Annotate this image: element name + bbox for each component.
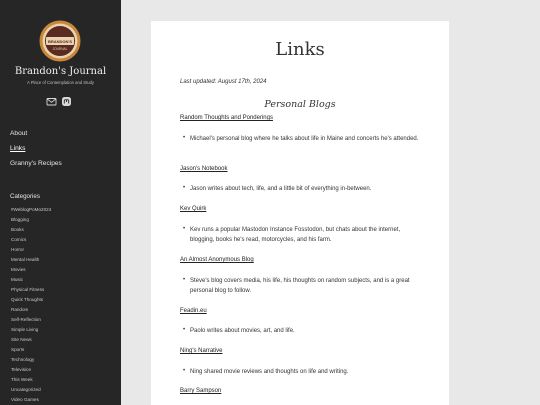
blog-link[interactable]: An Almost Anonymous Blog (180, 257, 254, 263)
category-item[interactable]: Technology (11, 357, 35, 362)
category-item[interactable]: Random (11, 307, 29, 312)
blog-link[interactable]: Jason's Notebook (180, 166, 228, 172)
blog-description: Michael's personal blog where he talks about life in Maine and concerts he's attended. (190, 136, 419, 142)
category-item[interactable]: Self-Reflection (11, 317, 41, 322)
last-updated: Last updated: August 17th, 2024 (180, 79, 267, 85)
site-logo[interactable] (39, 20, 81, 62)
blog-description: Ning shared movie reviews and thoughts on life and writing. (190, 369, 349, 375)
bullet: • (183, 277, 186, 283)
category-item[interactable]: #WeblogPoMo2024 (11, 207, 52, 212)
categories-heading: Categories (10, 193, 40, 200)
category-item[interactable]: Uncategorized (11, 387, 41, 392)
bullet: • (183, 327, 186, 333)
svg-text:BRANDON'S: BRANDON'S (47, 39, 73, 44)
category-item[interactable]: Television (11, 367, 32, 372)
category-item[interactable]: Sports (11, 347, 25, 352)
category-item[interactable]: Blogging (11, 217, 29, 222)
mastodon-icon[interactable] (61, 96, 72, 107)
nav-about[interactable]: About (10, 130, 28, 137)
category-item[interactable]: This Week (11, 377, 33, 382)
category-item[interactable]: Quick Thoughts (11, 297, 44, 302)
blog-description: Steve's blog covers media, his life, his thoughts on random subjects, and is a great personal blog to follow. (190, 278, 410, 294)
site-title[interactable]: Brandon's Journal (14, 66, 107, 77)
site-tagline: A Place of Contemplation and Study (26, 80, 95, 85)
category-item[interactable]: Simple Living (11, 327, 39, 332)
bullet: • (183, 368, 186, 374)
blog-description: Paolo writes about movies, art, and life. (190, 328, 295, 334)
svg-text:JOURNAL: JOURNAL (52, 47, 68, 51)
category-item[interactable]: Physical Fitness (11, 287, 45, 292)
blog-description: Kev runs a popular Mastodon Instance Fosstodon, but chats about the internet, blogging, books he's read, motorcycles, and his farm. (190, 227, 401, 243)
sidebar (0, 0, 121, 405)
category-item[interactable]: Comics (11, 237, 27, 242)
category-item[interactable]: Site News (11, 337, 32, 342)
blog-link[interactable]: Feadin.eu (180, 308, 207, 314)
category-item[interactable]: Mental Health (11, 257, 40, 262)
blog-link[interactable]: Ning's Narrative (180, 348, 223, 354)
category-item[interactable]: Horror (11, 247, 25, 252)
bullet: • (183, 185, 186, 191)
blog-link[interactable]: Barry Sampson (180, 388, 222, 394)
category-item[interactable]: Books (11, 227, 24, 232)
category-item[interactable]: Video Games (11, 397, 39, 402)
blog-link[interactable]: Random Thoughts and Ponderings (180, 115, 273, 121)
blog-description: Jason writes about tech, life, and a little bit of everything in-between. (190, 186, 372, 192)
section-heading: Personal Blogs (264, 99, 336, 110)
mail-icon[interactable] (46, 96, 57, 107)
nav-links[interactable]: Links (10, 145, 26, 152)
category-item[interactable]: Movies (11, 267, 26, 272)
bullet: • (183, 135, 186, 141)
blog-link[interactable]: Kev Quirk (180, 206, 207, 212)
page-title: Links (275, 39, 325, 60)
category-item[interactable]: Music (11, 277, 23, 282)
bullet: • (183, 226, 186, 232)
nav-grannys-recipes[interactable]: Granny's Recipes (10, 160, 62, 167)
